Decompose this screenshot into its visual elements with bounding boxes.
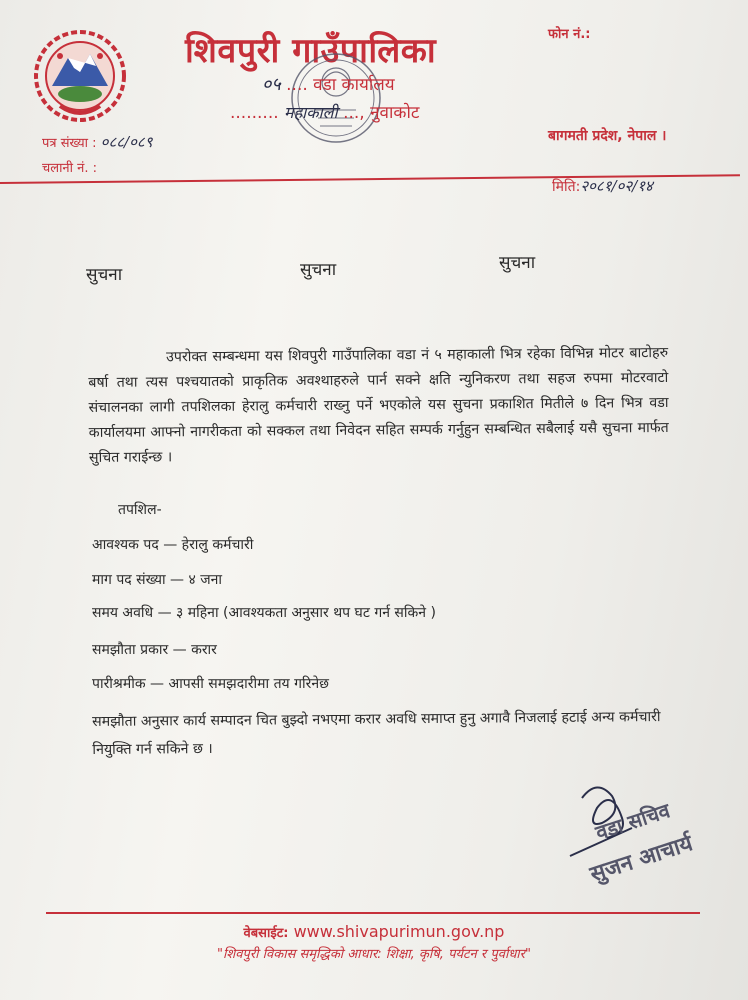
detail-item: पारीश्रमीक — आपसी समझदारीमा तय गरिनेछ [92, 676, 329, 692]
ward-office-line: ०५ .... वडा कार्यालय [262, 74, 395, 95]
dispatch-number-label: चलानी नं. : [42, 161, 98, 176]
footer-divider [46, 912, 700, 914]
ward-place: महाकाली [284, 103, 338, 122]
detail-item: समय अवधि — ३ महिना (आवश्यकता अनुसार थप घट गर्न सकिने ) [92, 605, 436, 621]
footer-motto: "शिवपुरी विकास समृद्धिको आधार: शिक्षा, कृषि, पर्यटन र पुर्वाधार" [217, 947, 531, 962]
nepal-emblem-icon [30, 26, 130, 126]
signatory-name: सुजन आचार्य [587, 831, 696, 888]
ward-number: ०५ [262, 74, 281, 95]
website-line [0, 922, 748, 941]
phone-label: फोन नं.: [548, 27, 591, 42]
district-label: ..., नुवाकोट [343, 103, 420, 123]
detail-item: आवश्यक पद — हेरालु कर्मचारी [92, 537, 254, 553]
office-stamp-icon [286, 44, 386, 152]
website-url: www.shivapurimun.gov.np [293, 922, 505, 941]
website-label: वेबसाईट: [243, 926, 289, 941]
detail-item: समझौता प्रकार — करार [92, 642, 217, 658]
notice-heading-2: सुचना [300, 260, 337, 280]
detail-item: माग पद संख्या — ४ जना [92, 572, 222, 588]
signatory-title: वडा सचिव [592, 798, 673, 845]
province-label: बागमती प्रदेश, नेपाल । [548, 128, 667, 144]
notice-heading-3: सुचना [499, 253, 536, 273]
date-value: २०८१/०२/१४ [580, 177, 653, 195]
reference-number: पत्र संख्या : ०८८/०८९ [42, 133, 153, 151]
office-name: शिवपुरी गाउँपालिका [185, 31, 437, 71]
ward-office-label: वडा कार्यालय [313, 75, 395, 95]
closing-paragraph: समझौता अनुसार कार्य सम्पादन चित बुझ्दो नभएमा करार अवधि समाप्त हुनु अगावै निजलाई हटाई अन्य कर्मचारी नियुक्ति गर्न सकिने छ । [92, 709, 661, 758]
reference-value: ०८८/०८९ [100, 133, 153, 151]
details-heading: तपशिल- [118, 502, 162, 518]
notice-paragraph: उपरोक्त सम्बन्धमा यस शिवपुरी गाउँपालिका वडा नं ५ महाकाली भित्र रहेका विभिन्न मोटर बाटोहरु बर्षा तथा त्यस पश्चयातको प्राकृतिक अवश्थाहरुले पार्न सक्ने क्षति न्युनिकरण तथा सहज रुपमा मोटरवाटो संचालनका लागी तपशिलका हेरालु कर्मचारी राख्नु पर्ने भएकोले यस सुचना प्रकाशित मितीले ७ दिन भित्र वडा कार्यालयमा आफ्नो नागरीकता को सक्कल तथा निवेदन सहित सम्पर्क गर्नुहुन सम्बन्धित सबैलाई यसै सुचना मार्फत सुचित गराईन्छ । [88, 344, 669, 466]
ward-place-line: ......... महाकाली ..., नुवाकोट [230, 103, 420, 123]
notice-heading-1: सुचना [86, 265, 123, 285]
letter-date: मिति:२०८१/०२/१४ [552, 177, 653, 195]
